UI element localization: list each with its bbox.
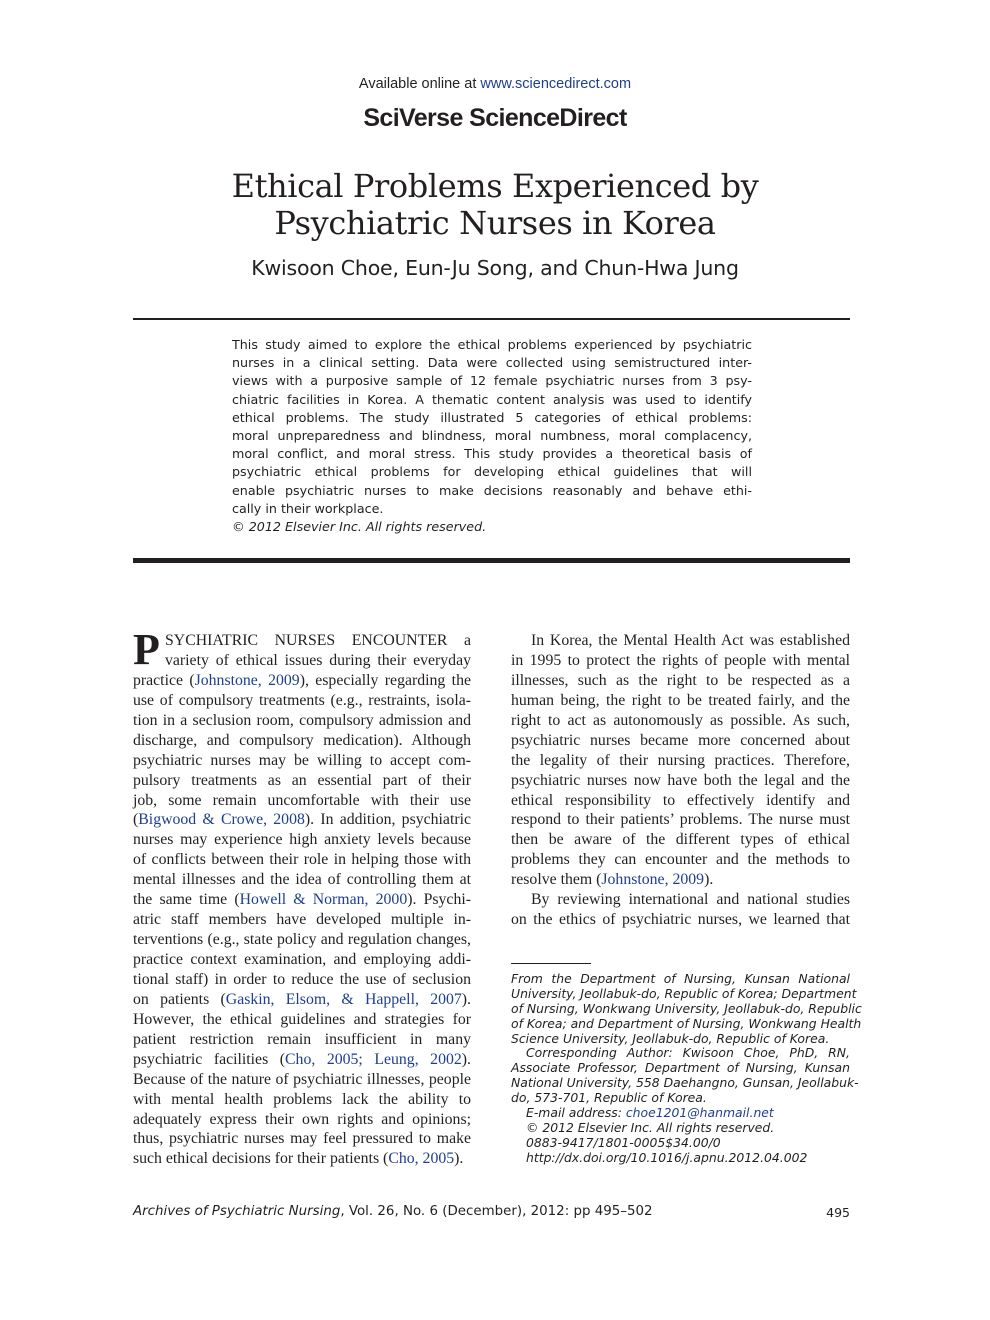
affiliation-line: From the Department of Nursing, Kunsan National bbox=[511, 971, 850, 986]
body-text: ). bbox=[461, 990, 472, 1008]
abstract bbox=[232, 336, 752, 536]
citation-link[interactable]: Gaskin, Elsom, & Happell, 2007 bbox=[225, 990, 462, 1008]
body-line bbox=[511, 810, 850, 830]
affiliation-line: of Korea; and Department of Nursing, Wonkwang Health bbox=[511, 1015, 862, 1031]
body-line bbox=[511, 910, 850, 930]
citation-link[interactable]: Cho, 2005; Leung, 2002 bbox=[285, 1050, 462, 1068]
body-text: pulsory treatments as an essential part of their bbox=[133, 771, 471, 789]
body-text: ). Psychi- bbox=[407, 891, 471, 909]
email-label: E-mail address: bbox=[526, 1105, 626, 1121]
abstract-line: chiatric facilities in Korea. A thematic content analysis was used to identify bbox=[232, 391, 752, 407]
body-text: ). bbox=[454, 1150, 464, 1168]
journal-name: Archives of Psychiatric Nursing bbox=[133, 1204, 341, 1219]
body-text: with mental health problems lack the ability to bbox=[133, 1090, 471, 1108]
corresponding-line: Associate Professor, Department of Nursing, Kunsan bbox=[511, 1060, 850, 1076]
body-text: psychiatric nurses became more concerned about bbox=[511, 731, 850, 749]
citation-link[interactable]: Johnstone, 2009 bbox=[194, 671, 300, 689]
issn-code: 0883-9417/1801-0005$34.00/0 bbox=[526, 1134, 721, 1150]
body-line bbox=[133, 1149, 471, 1169]
body-line bbox=[511, 751, 850, 771]
body-text: practice ( bbox=[133, 671, 195, 689]
body-text: practice context examination, and employing addi- bbox=[133, 951, 471, 968]
body-line bbox=[133, 930, 471, 950]
body-line bbox=[511, 671, 850, 691]
right-body-lines bbox=[511, 631, 850, 930]
body-line bbox=[133, 890, 471, 910]
doi-line: http://dx.doi.org/10.1016/j.apnu.2012.04.002 bbox=[526, 1149, 808, 1165]
body-line bbox=[133, 711, 471, 731]
body-text: terventions (e.g., state policy and regulation changes, bbox=[133, 931, 471, 949]
body-line bbox=[133, 691, 471, 711]
body-text: Because of the nature of psychiatric illnesses, people bbox=[133, 1070, 471, 1088]
body-line bbox=[133, 1050, 471, 1070]
body-text: psychiatric nurses now have both the legal and the bbox=[511, 771, 850, 789]
body-text: ), especially regarding the bbox=[299, 671, 471, 689]
body-column-left bbox=[133, 625, 472, 1169]
body-text: the legality of their nursing practices. Therefore, bbox=[511, 751, 850, 769]
body-line bbox=[133, 1070, 471, 1090]
body-text: ). In addition, psychiatric bbox=[304, 811, 471, 829]
body-line bbox=[133, 1129, 471, 1149]
journal-details: , Vol. 26, No. 6 (December), 2012: pp 495–502 bbox=[340, 1204, 653, 1219]
abstract-line: moral unpreparedness and blindness, moral numbness, moral complacency, bbox=[232, 427, 752, 443]
citation-link[interactable]: Bigwood & Crowe, 2008 bbox=[138, 811, 305, 829]
body-line bbox=[133, 791, 471, 811]
abstract-line: This study aimed to explore the ethical problems experienced by psychiatric bbox=[232, 337, 752, 352]
abstract-copyright: © 2012 Elsevier Inc. All rights reserved. bbox=[232, 518, 487, 534]
body-line bbox=[133, 751, 471, 771]
body-text: nurses may experience high anxiety levels because bbox=[133, 831, 471, 849]
body-text: illnesses, such as the right to be respected as a bbox=[511, 671, 850, 689]
available-online-line bbox=[0, 76, 990, 92]
body-text: psychiatric nurses may be willing to accept com- bbox=[133, 751, 471, 769]
body-line bbox=[511, 691, 850, 711]
body-line bbox=[133, 910, 471, 930]
body-line bbox=[511, 830, 850, 850]
body-text: tional staff) in order to reduce the use of seclusion bbox=[133, 970, 471, 988]
citation-link[interactable]: Howell & Norman, 2000 bbox=[239, 891, 408, 909]
abstract-line: moral conflict, and moral stress. This study provides a theoretical basis of bbox=[232, 446, 752, 462]
body-line bbox=[511, 711, 850, 731]
affiliation-line: Science University, Jeollabuk-do, Republic of Korea. bbox=[511, 1030, 830, 1046]
corresponding-line: Corresponding Author: Kwisoon Choe, PhD, RN, bbox=[526, 1045, 850, 1061]
footnote-copyright: © 2012 Elsevier Inc. All rights reserved. bbox=[526, 1119, 775, 1135]
left-body-lines bbox=[133, 671, 471, 1169]
affiliation-line: of Nursing, Wonkwang University, Jeollabuk-do, Republic bbox=[511, 1000, 862, 1016]
body-text: such ethical decisions for their patients ( bbox=[133, 1150, 389, 1168]
body-text: then be aware of the different types of ethical bbox=[511, 831, 850, 849]
body-line bbox=[133, 870, 471, 890]
sciencedirect-link[interactable]: www.sciencedirect.com bbox=[480, 76, 632, 92]
body-line bbox=[133, 970, 471, 990]
body-line bbox=[511, 731, 850, 751]
body-text: adequately express their own rights and opinions; bbox=[133, 1110, 471, 1128]
divider-top bbox=[133, 318, 850, 320]
body-text: thus, psychiatric nurses may feel pressured to make bbox=[133, 1130, 471, 1148]
available-online-text: Available online at bbox=[358, 76, 481, 92]
article-authors: Kwisoon Choe, Eun-Ju Song, and Chun-Hwa Jung bbox=[251, 256, 739, 280]
body-text: ( bbox=[133, 811, 139, 829]
body-column-right bbox=[511, 631, 850, 930]
body-text: However, the ethical guidelines and strategies for bbox=[133, 1010, 471, 1028]
body-text: tion in a seclusion room, compulsory admission and bbox=[133, 711, 471, 729]
body-line bbox=[133, 1030, 471, 1050]
body-line bbox=[133, 1090, 471, 1110]
body-text: ). bbox=[461, 1050, 471, 1068]
body-text: In Korea, the Mental Health Act was established bbox=[531, 632, 850, 649]
affiliation-line: University, Jeollabuk-do, Republic of Korea; Department bbox=[511, 985, 857, 1001]
corresponding-line: National University, 558 Daehangno, Gunsan, Jeollabuk- bbox=[511, 1075, 859, 1091]
publisher-logo: SciVerse ScienceDirect bbox=[363, 104, 627, 132]
drop-cap: P bbox=[133, 625, 160, 674]
body-line bbox=[511, 890, 850, 910]
abstract-line: psychiatric ethical problems for developing ethical guidelines that will bbox=[232, 464, 752, 480]
body-text: use of compulsory treatments (e.g., restraints, isola- bbox=[133, 691, 471, 709]
body-line: variety of ethical issues during their everyday bbox=[165, 651, 471, 669]
footnotes bbox=[511, 971, 862, 1166]
journal-citation bbox=[133, 1204, 653, 1219]
email-line bbox=[511, 1106, 850, 1121]
body-text: psychiatric facilities ( bbox=[133, 1050, 286, 1068]
body-line bbox=[133, 830, 471, 850]
body-line bbox=[511, 850, 850, 870]
body-line bbox=[511, 631, 850, 651]
body-line bbox=[511, 791, 850, 811]
body-text: human being, the right to be treated fairly, and the bbox=[511, 691, 850, 709]
body-line bbox=[133, 1110, 471, 1130]
body-text: job, some remain uncomfortable with their use bbox=[133, 791, 471, 809]
body-text: atric staff members have developed multiple in- bbox=[133, 911, 471, 929]
body-line: SYCHIATRIC NURSES ENCOUNTER a bbox=[165, 632, 471, 649]
citation-link[interactable]: Johnstone, 2009 bbox=[601, 871, 705, 889]
body-line bbox=[511, 771, 850, 791]
email-link[interactable]: choe1201@hanmail.net bbox=[625, 1105, 774, 1121]
abstract-line: views with a purposive sample of 12 female psychiatric nurses from 3 psy- bbox=[232, 373, 752, 389]
body-text: on patients ( bbox=[133, 990, 226, 1008]
body-text: ). bbox=[704, 871, 714, 889]
body-text: By reviewing international and national studies bbox=[531, 891, 850, 909]
body-text: discharge, and compulsory medication). Although bbox=[133, 731, 471, 749]
body-text: right to act as autonomously as possible. As such, bbox=[511, 711, 850, 729]
body-line bbox=[133, 850, 471, 870]
body-line bbox=[511, 651, 850, 671]
divider-bottom bbox=[133, 558, 850, 563]
abstract-line: cally in their workplace. bbox=[232, 500, 384, 516]
body-line bbox=[133, 990, 471, 1010]
abstract-line: ethical problems. The study illustrated 5 categories of ethical problems: bbox=[232, 409, 752, 425]
article-title bbox=[0, 168, 990, 242]
body-line bbox=[133, 731, 471, 751]
body-line bbox=[133, 1010, 471, 1030]
corresponding-line: do, 573-701, Republic of Korea. bbox=[511, 1090, 707, 1106]
body-line bbox=[133, 810, 471, 830]
page-number: 495 bbox=[826, 1205, 850, 1220]
body-text: patient restriction remain insufficient in many bbox=[133, 1030, 471, 1048]
footnote-rule bbox=[511, 963, 591, 964]
body-text: on the ethics of psychiatric nurses, we learned that bbox=[511, 911, 850, 929]
body-text: the same time ( bbox=[133, 891, 240, 909]
title-line: Ethical Problems Experienced by bbox=[231, 167, 759, 205]
body-text: problems they can encounter and the methods to bbox=[511, 851, 850, 869]
body-line bbox=[133, 950, 471, 970]
body-text: resolve them ( bbox=[511, 871, 602, 889]
body-text: in 1995 to protect the rights of people with mental bbox=[511, 651, 850, 669]
citation-link[interactable]: Cho, 2005 bbox=[388, 1150, 455, 1168]
abstract-line: enable psychiatric nurses to make decisions reasonably and behave ethi- bbox=[232, 482, 752, 498]
abstract-line: nurses in a clinical setting. Data were collected using semistructured inter- bbox=[232, 355, 752, 371]
body-line bbox=[133, 671, 471, 691]
title-line: Psychiatric Nurses in Korea bbox=[274, 204, 716, 242]
body-line bbox=[133, 771, 471, 791]
body-text: of conflicts between their role in helping those with bbox=[133, 851, 471, 869]
body-text: ethical responsibility to effectively identify and bbox=[511, 791, 850, 809]
body-text: respond to their patients’ problems. The nurse must bbox=[511, 811, 850, 829]
body-text: mental illnesses and the idea of controlling them at bbox=[133, 871, 471, 889]
body-line bbox=[511, 870, 850, 890]
